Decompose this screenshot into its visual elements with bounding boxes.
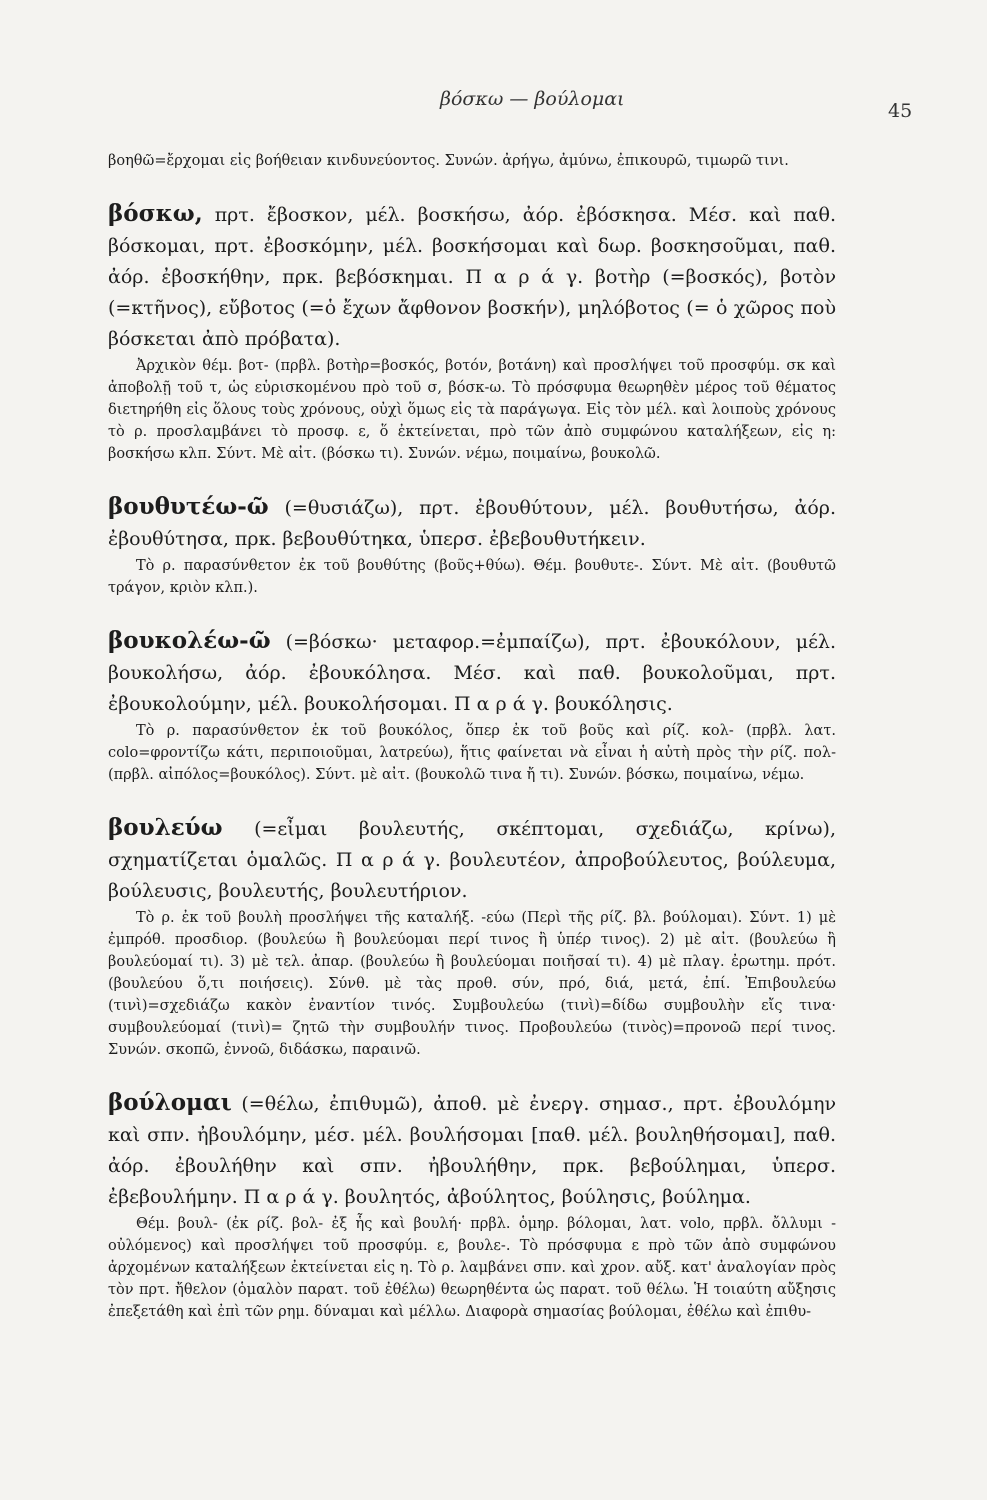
entry-main: [108, 198, 836, 355]
entry-bouleuo: [108, 812, 836, 1061]
entry-text: (=θέλω, ἐπιθυμῶ), ἀποθ. μὲ ἐνεργ. σημασ., πρτ. ἐβουλόμην καὶ σπν. ἠβουλόμην, μέσ. μέλ. βουλήσομαι [παθ. μέλ. βουληθήσομαι], παθ. ἀόρ. ἐβουλήθην καὶ σπν. ἠβουλήθην, πρκ. βεβούλημαι, ὑπερσ. ἐβεβουλήμην. Π α ρ ά γ. βουλητός, ἀβούλητος, βούλησις, βούλημα.: [108, 1093, 836, 1208]
entry-lemma: βουθυτέω-ῶ: [108, 493, 269, 520]
entry-lemma: βουλεύω: [108, 814, 223, 841]
running-title: βόσκω — βούλομαι: [440, 88, 625, 110]
entry-main: [108, 1087, 836, 1213]
entry-note: Θέμ. βουλ- (ἐκ ρίζ. βολ- ἐξ ἧς καὶ βουλή· πρβλ. ὁμηρ. βόλομαι, λατ. volo, πρβλ. ὄλλυμι - οὐλόμενος) καὶ προσλήψει τοῦ προσφύμ. ε, βουλε-. Τὸ πρόσφυμα ε πρὸ τῶν ἀπὸ συμφώνου ἀρχομένων καταλήξεων ἐκτείνεται εἰς η. Τὸ ρ. λαμβάνει σπν. καὶ χρον. αὔξ. κατ' ἀναλογίαν πρὸς τὸν πρτ. ἤθελον (ὁμαλὸν παρατ. τοῦ ἐθέλω) θεωρηθέντα ὡς παρατ. τοῦ θέλω. Ἡ τοιαύτη αὔξησις ἐπεξετάθη καὶ ἐπὶ τῶν ρημ. δύναμαι καὶ μέλλω. Διαφορὰ σημασίας βούλομαι, ἐθέλω καὶ ἐπιθυ-: [108, 1216, 836, 1320]
entry-text: (=βόσκω· μεταφορ.=ἐμπαίζω), πρτ. ἐβουκόλουν, μέλ. βουκολήσω, ἀόρ. ἐβουκόλησα. Μέσ. καὶ παθ. βουκολοῦμαι, πρτ. ἐβουκολούμην, μέλ. βουκολήσομαι. Π α ρ ά γ. βουκόλησις.: [108, 631, 836, 715]
intro-note: βοηθῶ=ἔρχομαι εἰς βοήθειαν κινδυνεύοντος. Συνών. ἀρήγω, ἀμύνω, ἐπικουρῶ, τιμωρῶ τινι.: [108, 153, 789, 169]
entry-main: [108, 625, 836, 720]
entry-main: [108, 491, 836, 555]
page-content: [108, 150, 836, 1323]
entry-note: Τὸ ρ. ἐκ τοῦ βουλὴ προσλήψει τῆς καταλήξ. -εύω (Περὶ τῆς ρίζ. βλ. βούλομαι). Σύντ. 1) μὲ ἐμπρόθ. προσδιορ. (βουλεύω ἢ βουλεύομαι περί τινος ἢ ὑπέρ τινος). 2) μὲ αἰτ. (βουλεύω ἢ βουλεύομαί τι). 3) μὲ τελ. ἀπαρ. (βουλεύω ἢ βουλεύομαι ποιῆσαί τι). 4) μὲ πλαγ. ἐρωτημ. πρότ. (βουλεύου ὅ,τι ποιήσεις). Σύνθ. μὲ τὰς προθ. σύν, πρό, διά, μετά, ἐπί. Ἐπιβουλεύω (τινὶ)=σχεδιάζω κακὸν ἐναντίον τινός. Συμβουλεύω (τινὶ)=δίδω συμβουλὴν εἴς τινα· συμβουλεύομαί (τινὶ)= ζητῶ τὴν συμβουλήν τινος. Προβουλεύω (τινὸς)=προνοῶ περί τινος. Συνών. σκοπῶ, ἐννοῶ, διδάσκω, παραινῶ.: [108, 910, 836, 1058]
entry-note: Ἀρχικὸν θέμ. βοτ- (πρβλ. βοτὴρ=βοσκός, βοτόν, βοτάνη) καὶ προσλήψει τοῦ προσφύμ. σκ καὶ ἀποβολῇ τοῦ τ, ὡς εὑρισκομένου πρὸ τοῦ σ, βόσκ-ω. Τὸ πρόσφυμα θεωρηθὲν μέρος τοῦ θέματος διετηρήθη εἰς ὅλους τοὺς χρόνους, οὐχὶ ὅμως εἰς τὰ παράγωγα. Εἰς τὸν μέλ. καὶ λοιποὺς χρόνους τὸ ρ. προσλαμβάνει τὸ προσφ. ε, ὅ ἐκτείνεται, πρὸ τῶν ἀπὸ συμφώνου καταλήξεων, εἰς η: βοσκήσω κλπ. Σύντ. Μὲ αἰτ. (βόσκω τι). Συνών. νέμω, ποιμαίνω, βουκολῶ.: [108, 358, 836, 462]
entry-lemma: βόσκω,: [108, 200, 203, 227]
entry-boulomai: [108, 1087, 836, 1323]
entry-text: πρτ. ἔβοσκον, μέλ. βοσκήσω, ἀόρ. ἐβόσκησα. Μέσ. καὶ παθ. βόσκομαι, πρτ. ἐβοσκόμην, μέλ. βοσκήσομαι καὶ δωρ. βοσκησοῦμαι, παθ. ἀόρ. ἐβοσκήθην, πρκ. βεβόσκημαι. Π α ρ ά γ. βοτὴρ (=βοσκός), βοτὸν (=κτῆνος), εὔβοτος (=ὁ ἔχων ἄφθονον βοσκήν), μηλόβοτος (= ὁ χῶρος ποὺ βόσκεται ἀπὸ πρόβατα).: [108, 204, 836, 350]
entry-main: [108, 812, 836, 907]
entry-bosko: [108, 198, 836, 465]
entry-note: Τὸ ρ. παρασύνθετον ἐκ τοῦ βουκόλος, ὅπερ ἐκ τοῦ βοῦς καὶ ρίζ. κολ- (πρβλ. λατ. colo=φροντίζω κάτι, περιποιοῦμαι, λατρεύω), ἥτις φαίνεται νὰ εἶναι ἡ αὐτὴ πρὸς τὴν ρίζ. πολ- (πρβλ. αἰπόλος=βουκόλος). Σύντ. μὲ αἰτ. (βουκολῶ τινα ἤ τι). Συνών. βόσκω, ποιμαίνω, νέμω.: [108, 723, 836, 783]
entry-lemma: βουκολέω-ῶ: [108, 627, 271, 654]
entry-lemma: βούλομαι: [108, 1089, 232, 1116]
entry-note: Τὸ ρ. παρασύνθετον ἐκ τοῦ βουθύτης (βοῦς+θύω). Θέμ. βουθυτε-. Σύντ. Μὲ αἰτ. (βουθυτῶ τράγον, κριὸν κλπ.).: [108, 558, 836, 596]
page-number: 45: [888, 100, 913, 122]
entry-bouthyteo: [108, 491, 836, 599]
entry-text: (=θυσιάζω), πρτ. ἐβουθύτουν, μέλ. βουθυτήσω, ἀόρ. ἐβουθύτησα, πρκ. βεβουθύτηκα, ὑπερσ. ἐβεβουθυτήκειν.: [108, 497, 836, 550]
entry-text: (=εἶμαι βουλευτής, σκέπτομαι, σχεδιάζω, κρίνω), σχηματίζεται ὁμαλῶς. Π α ρ ά γ. βουλευτέον, ἀπροβούλευτος, βούλευμα, βούλευσις, βουλευτής, βουλευτήριον.: [108, 818, 836, 902]
entry-boukoleo: [108, 625, 836, 786]
